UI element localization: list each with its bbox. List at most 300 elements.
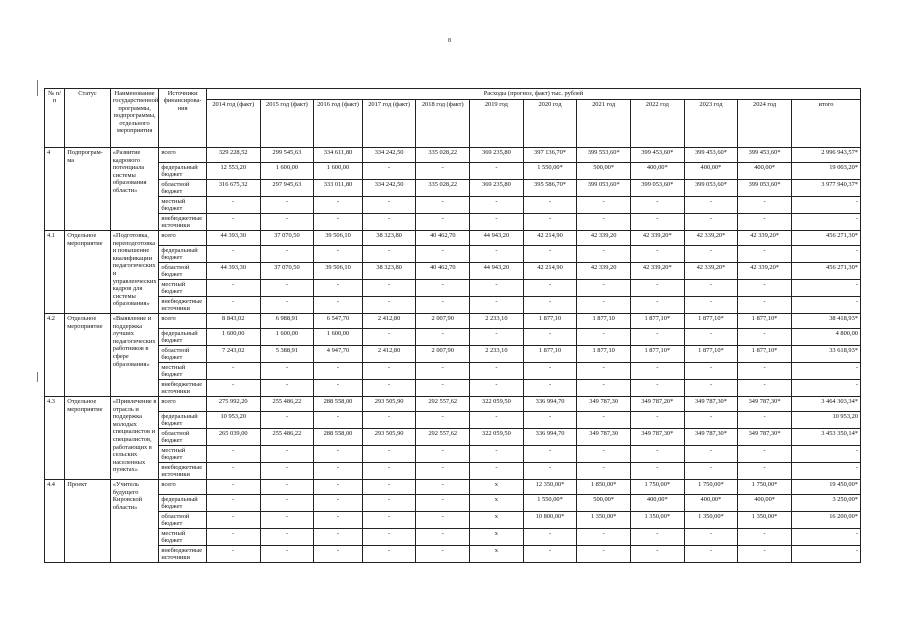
value-cell: - bbox=[260, 446, 314, 463]
table-row bbox=[45, 546, 861, 563]
value-cell: 1 877,10* bbox=[684, 314, 738, 329]
row-number: 4 bbox=[45, 148, 65, 231]
value-cell: - bbox=[630, 546, 684, 563]
value-cell: - bbox=[362, 529, 416, 546]
total-cell: 19 003,20* bbox=[791, 163, 860, 180]
value-cell: 39 506,10 bbox=[314, 231, 363, 246]
table-row bbox=[45, 280, 861, 297]
value-cell: 399 453,60* bbox=[630, 148, 684, 163]
value-cell: - bbox=[314, 412, 363, 429]
value-cell: - bbox=[470, 280, 524, 297]
row-status: Отдельное мероприятие bbox=[65, 231, 111, 314]
value-cell: - bbox=[577, 329, 631, 346]
total-cell: 4 800,00 bbox=[791, 329, 860, 346]
value-cell: - bbox=[470, 246, 524, 263]
value-cell: - bbox=[738, 214, 792, 231]
value-cell: - bbox=[523, 463, 577, 480]
row-name: «Подготовка, переподготовка и повышение квалификации педагогических и управленческих кадров для системы образования» bbox=[110, 231, 159, 314]
value-cell: 275 992,20 bbox=[206, 397, 260, 412]
value-cell: - bbox=[314, 380, 363, 397]
value-cell: - bbox=[362, 495, 416, 512]
row-source: федеральный бюджет bbox=[159, 329, 207, 346]
margin-mark bbox=[37, 80, 38, 96]
value-cell: - bbox=[260, 546, 314, 563]
value-cell: 40 462,70 bbox=[416, 231, 470, 246]
value-cell: 38 323,80 bbox=[362, 231, 416, 246]
value-cell: - bbox=[362, 380, 416, 397]
value-cell: - bbox=[470, 412, 524, 429]
total-cell: 16 200,00* bbox=[791, 512, 860, 529]
value-cell: - bbox=[362, 163, 416, 180]
value-cell: - bbox=[684, 280, 738, 297]
value-cell: 400,00* bbox=[738, 495, 792, 512]
value-cell: - bbox=[684, 329, 738, 346]
value-cell: - bbox=[260, 412, 314, 429]
value-cell: - bbox=[738, 329, 792, 346]
margin-mark bbox=[37, 372, 38, 382]
row-source: внебюджетные источники bbox=[159, 380, 207, 397]
value-cell: 334 242,50 bbox=[362, 148, 416, 163]
value-cell: - bbox=[314, 280, 363, 297]
value-cell: 42 339,20* bbox=[738, 263, 792, 280]
value-cell: 399 053,60* bbox=[684, 180, 738, 197]
value-cell: 42 339,20* bbox=[630, 263, 684, 280]
value-cell: - bbox=[362, 246, 416, 263]
table-row bbox=[45, 480, 861, 495]
value-cell: 349 787,30* bbox=[738, 429, 792, 446]
value-cell: - bbox=[684, 412, 738, 429]
table-row bbox=[45, 148, 861, 163]
value-cell: 322 059,50 bbox=[470, 429, 524, 446]
value-cell: 500,00* bbox=[577, 495, 631, 512]
header-year: 2024 год bbox=[738, 100, 792, 148]
value-cell: 293 505,90 bbox=[362, 429, 416, 446]
value-cell: 40 462,70 bbox=[416, 263, 470, 280]
value-cell: 5 388,91 bbox=[260, 346, 314, 363]
value-cell: 297 945,63 bbox=[260, 180, 314, 197]
total-cell: - bbox=[791, 197, 860, 214]
row-name: «Развитие кадрового потенциала системы образования области» bbox=[110, 148, 159, 231]
value-cell: 12 350,00* bbox=[523, 480, 577, 495]
total-cell: - bbox=[791, 297, 860, 314]
value-cell: - bbox=[416, 329, 470, 346]
row-source: областной бюджет bbox=[159, 180, 207, 197]
value-cell: 7 243,02 bbox=[206, 346, 260, 363]
value-cell: 1 350,00* bbox=[630, 512, 684, 529]
value-cell: - bbox=[416, 297, 470, 314]
value-cell: - bbox=[470, 463, 524, 480]
value-cell: 349 787,30* bbox=[684, 429, 738, 446]
value-cell: - bbox=[362, 214, 416, 231]
row-source: областной бюджет bbox=[159, 263, 207, 280]
value-cell: 2 412,80 bbox=[362, 314, 416, 329]
value-cell: - bbox=[684, 197, 738, 214]
value-cell: 369 235,80 bbox=[470, 148, 524, 163]
row-source: областной бюджет bbox=[159, 512, 207, 529]
header-year: 2023 год bbox=[684, 100, 738, 148]
header-sources: Источники финансирова-ния bbox=[159, 89, 207, 148]
value-cell: 399 053,60* bbox=[738, 180, 792, 197]
row-number: 4.2 bbox=[45, 314, 65, 397]
value-cell: - bbox=[416, 197, 470, 214]
value-cell: 1 850,00* bbox=[577, 480, 631, 495]
table-row bbox=[45, 214, 861, 231]
value-cell: 37 070,50 bbox=[260, 263, 314, 280]
row-number: 4.3 bbox=[45, 397, 65, 480]
value-cell: 2 412,80 bbox=[362, 346, 416, 363]
value-cell: - bbox=[630, 214, 684, 231]
value-cell: - bbox=[523, 246, 577, 263]
value-cell: - bbox=[684, 297, 738, 314]
value-cell: - bbox=[630, 197, 684, 214]
value-cell: 349 787,30 bbox=[577, 429, 631, 446]
value-cell: - bbox=[523, 446, 577, 463]
value-cell: 349 787,30 bbox=[577, 397, 631, 412]
header-year: 2014 год (факт) bbox=[206, 100, 260, 148]
value-cell: - bbox=[206, 197, 260, 214]
value-cell: - bbox=[470, 163, 524, 180]
value-cell: - bbox=[684, 363, 738, 380]
total-cell: 19 450,00* bbox=[791, 480, 860, 495]
total-cell: 10 953,20 bbox=[791, 412, 860, 429]
value-cell: 334 611,80 bbox=[314, 148, 363, 163]
row-source: федеральный бюджет bbox=[159, 495, 207, 512]
header-status: Статус bbox=[65, 89, 111, 148]
value-cell: 42 214,90 bbox=[523, 263, 577, 280]
table-row bbox=[45, 163, 861, 180]
row-source: областной бюджет bbox=[159, 429, 207, 446]
budget-table bbox=[44, 88, 861, 563]
value-cell: - bbox=[416, 163, 470, 180]
value-cell: - bbox=[416, 495, 470, 512]
value-cell: 1 600,00 bbox=[314, 163, 363, 180]
row-source: внебюджетные источники bbox=[159, 463, 207, 480]
value-cell: - bbox=[684, 529, 738, 546]
table-row bbox=[45, 529, 861, 546]
value-cell: - bbox=[206, 463, 260, 480]
value-cell: 1 600,00 bbox=[260, 329, 314, 346]
value-cell: 1 877,10 bbox=[577, 346, 631, 363]
value-cell: - bbox=[314, 529, 363, 546]
value-cell: - bbox=[523, 380, 577, 397]
value-cell: - bbox=[577, 463, 631, 480]
value-cell: - bbox=[577, 280, 631, 297]
value-cell: 334 242,50 bbox=[362, 180, 416, 197]
value-cell: 255 486,22 bbox=[260, 429, 314, 446]
value-cell: - bbox=[416, 380, 470, 397]
value-cell: - bbox=[470, 197, 524, 214]
value-cell: 336 994,70 bbox=[523, 397, 577, 412]
total-cell: - bbox=[791, 280, 860, 297]
value-cell: - bbox=[206, 446, 260, 463]
value-cell: - bbox=[416, 412, 470, 429]
row-status: Отдельное мероприятие bbox=[65, 314, 111, 397]
table-row bbox=[45, 446, 861, 463]
total-cell: 3 977 940,37* bbox=[791, 180, 860, 197]
value-cell: - bbox=[577, 446, 631, 463]
value-cell: 1 600,00 bbox=[260, 163, 314, 180]
value-cell: 42 339,20* bbox=[684, 231, 738, 246]
total-cell: 33 618,93* bbox=[791, 346, 860, 363]
value-cell: 265 039,00 bbox=[206, 429, 260, 446]
value-cell: - bbox=[314, 495, 363, 512]
value-cell: - bbox=[416, 363, 470, 380]
value-cell: - bbox=[577, 363, 631, 380]
value-cell: - bbox=[738, 529, 792, 546]
value-cell: 335 028,22 bbox=[416, 180, 470, 197]
value-cell: 500,00* bbox=[577, 163, 631, 180]
value-cell: - bbox=[314, 512, 363, 529]
value-cell: - bbox=[738, 380, 792, 397]
value-cell: 1 877,10* bbox=[630, 314, 684, 329]
value-cell: - bbox=[362, 329, 416, 346]
value-cell: 44 393,30 bbox=[206, 263, 260, 280]
table-row bbox=[45, 412, 861, 429]
value-cell: - bbox=[260, 297, 314, 314]
value-cell: 400,00* bbox=[630, 163, 684, 180]
value-cell: - bbox=[260, 512, 314, 529]
value-cell: 400,00* bbox=[684, 163, 738, 180]
value-cell: 397 136,70* bbox=[523, 148, 577, 163]
value-cell: 1 877,10 bbox=[523, 346, 577, 363]
table-row bbox=[45, 314, 861, 329]
value-cell: 333 011,80 bbox=[314, 180, 363, 197]
table-row bbox=[45, 397, 861, 412]
total-cell: - bbox=[791, 380, 860, 397]
row-source: всего bbox=[159, 397, 207, 412]
value-cell: 42 214,90 bbox=[523, 231, 577, 246]
value-cell: 288 558,00 bbox=[314, 429, 363, 446]
total-cell: - bbox=[791, 463, 860, 480]
value-cell: х bbox=[470, 512, 524, 529]
value-cell: 293 505,90 bbox=[362, 397, 416, 412]
value-cell: 2 007,90 bbox=[416, 346, 470, 363]
header-year: 2018 год (факт) bbox=[416, 100, 470, 148]
value-cell: х bbox=[470, 529, 524, 546]
value-cell: 1 550,00* bbox=[523, 163, 577, 180]
value-cell: 44 393,30 bbox=[206, 231, 260, 246]
table-row bbox=[45, 495, 861, 512]
value-cell: - bbox=[362, 463, 416, 480]
value-cell: - bbox=[523, 412, 577, 429]
value-cell: 42 339,20* bbox=[684, 263, 738, 280]
value-cell: 399 053,60* bbox=[577, 180, 631, 197]
value-cell: 8 843,02 bbox=[206, 314, 260, 329]
value-cell: 1 877,10 bbox=[523, 314, 577, 329]
row-source: местный бюджет bbox=[159, 446, 207, 463]
header-num: № п/п bbox=[45, 89, 65, 148]
value-cell: 322 059,50 bbox=[470, 397, 524, 412]
value-cell: 2 233,10 bbox=[470, 314, 524, 329]
value-cell: - bbox=[362, 412, 416, 429]
page-number: 8 bbox=[448, 38, 451, 44]
row-source: всего bbox=[159, 480, 207, 495]
header-name: Наименование государственной программы, подпрограммы, отдельного мероприятия bbox=[110, 89, 159, 148]
value-cell: 349 787,30* bbox=[630, 429, 684, 446]
row-status: Подпрограм-ма bbox=[65, 148, 111, 231]
value-cell: 316 675,32 bbox=[206, 180, 260, 197]
value-cell: 288 558,00 bbox=[314, 397, 363, 412]
table-row bbox=[45, 512, 861, 529]
row-source: всего bbox=[159, 314, 207, 329]
value-cell: - bbox=[260, 363, 314, 380]
value-cell: - bbox=[577, 529, 631, 546]
value-cell: 44 943,20 bbox=[470, 231, 524, 246]
value-cell: - bbox=[630, 329, 684, 346]
header-year: 2015 год (факт) bbox=[260, 100, 314, 148]
value-cell: - bbox=[738, 546, 792, 563]
value-cell: 6 547,70 bbox=[314, 314, 363, 329]
value-cell: 10 800,00* bbox=[523, 512, 577, 529]
value-cell: - bbox=[523, 197, 577, 214]
row-source: местный бюджет bbox=[159, 529, 207, 546]
value-cell: - bbox=[684, 463, 738, 480]
value-cell: - bbox=[362, 512, 416, 529]
value-cell: - bbox=[206, 380, 260, 397]
value-cell: 400,00* bbox=[630, 495, 684, 512]
value-cell: - bbox=[630, 446, 684, 463]
value-cell: 1 750,00* bbox=[630, 480, 684, 495]
table-row bbox=[45, 297, 861, 314]
table-row bbox=[45, 263, 861, 280]
value-cell: - bbox=[523, 297, 577, 314]
value-cell: - bbox=[260, 463, 314, 480]
value-cell: 399 053,60* bbox=[630, 180, 684, 197]
value-cell: 292 557,62 bbox=[416, 429, 470, 446]
row-source: внебюджетные источники bbox=[159, 297, 207, 314]
value-cell: - bbox=[630, 297, 684, 314]
value-cell: - bbox=[630, 412, 684, 429]
value-cell: 6 988,91 bbox=[260, 314, 314, 329]
row-source: местный бюджет bbox=[159, 280, 207, 297]
value-cell: - bbox=[260, 214, 314, 231]
value-cell: 1 877,10 bbox=[577, 314, 631, 329]
value-cell: - bbox=[314, 480, 363, 495]
row-status: Проект bbox=[65, 480, 111, 563]
value-cell: х bbox=[470, 546, 524, 563]
value-cell: - bbox=[416, 529, 470, 546]
value-cell: - bbox=[314, 363, 363, 380]
value-cell: 399 453,60* bbox=[738, 148, 792, 163]
value-cell: 399 553,60* bbox=[577, 148, 631, 163]
row-number: 4.4 bbox=[45, 480, 65, 563]
value-cell: 400,00* bbox=[684, 495, 738, 512]
value-cell: - bbox=[630, 463, 684, 480]
value-cell: - bbox=[416, 512, 470, 529]
table-row bbox=[45, 329, 861, 346]
value-cell: - bbox=[684, 446, 738, 463]
value-cell: - bbox=[416, 246, 470, 263]
value-cell: х bbox=[470, 495, 524, 512]
total-cell: - bbox=[791, 214, 860, 231]
row-name: «Привлечение в отрасль и поддержка молодых специалистов и специалистов, работающих в сельских населенных пунктах» bbox=[110, 397, 159, 480]
value-cell: 1 550,00* bbox=[523, 495, 577, 512]
value-cell: 10 953,20 bbox=[206, 412, 260, 429]
row-name: «Выявление и поддержка лучших педагогических работников в сфере образования» bbox=[110, 314, 159, 397]
value-cell: 39 506,10 bbox=[314, 263, 363, 280]
value-cell: - bbox=[523, 529, 577, 546]
value-cell: 335 028,22 bbox=[416, 148, 470, 163]
value-cell: - bbox=[738, 197, 792, 214]
value-cell: - bbox=[738, 463, 792, 480]
value-cell: - bbox=[523, 214, 577, 231]
value-cell: - bbox=[738, 412, 792, 429]
value-cell: 255 486,22 bbox=[260, 397, 314, 412]
value-cell: 400,00* bbox=[738, 163, 792, 180]
row-source: федеральный бюджет bbox=[159, 412, 207, 429]
value-cell: - bbox=[738, 446, 792, 463]
total-cell: 3 250,00* bbox=[791, 495, 860, 512]
value-cell: - bbox=[314, 546, 363, 563]
value-cell: 4 947,70 bbox=[314, 346, 363, 363]
value-cell: - bbox=[362, 546, 416, 563]
header-year: 2016 год (факт) bbox=[314, 100, 363, 148]
value-cell: 1 877,10* bbox=[738, 314, 792, 329]
table-row bbox=[45, 246, 861, 263]
value-cell: - bbox=[630, 246, 684, 263]
value-cell: - bbox=[630, 280, 684, 297]
value-cell: 44 943,20 bbox=[470, 263, 524, 280]
row-source: всего bbox=[159, 148, 207, 163]
value-cell: 349 787,30* bbox=[684, 397, 738, 412]
total-cell: 38 418,93* bbox=[791, 314, 860, 329]
value-cell: - bbox=[260, 480, 314, 495]
total-cell: 456 271,30* bbox=[791, 231, 860, 246]
value-cell: 2 007,90 bbox=[416, 314, 470, 329]
value-cell: - bbox=[260, 380, 314, 397]
row-source: всего bbox=[159, 231, 207, 246]
value-cell: - bbox=[738, 363, 792, 380]
row-source: внебюджетные источники bbox=[159, 546, 207, 563]
table-row bbox=[45, 346, 861, 363]
value-cell: - bbox=[362, 480, 416, 495]
value-cell: - bbox=[314, 214, 363, 231]
header-total: итого bbox=[791, 100, 860, 148]
value-cell: - bbox=[523, 363, 577, 380]
value-cell: - bbox=[630, 529, 684, 546]
value-cell: - bbox=[260, 495, 314, 512]
value-cell: - bbox=[684, 214, 738, 231]
header-year: 2022 год bbox=[630, 100, 684, 148]
value-cell: - bbox=[362, 363, 416, 380]
value-cell: 1 750,00* bbox=[738, 480, 792, 495]
header-year: 2021 год bbox=[577, 100, 631, 148]
value-cell: - bbox=[416, 280, 470, 297]
value-cell: - bbox=[260, 197, 314, 214]
header-row-top bbox=[45, 89, 861, 100]
value-cell: 349 787,20* bbox=[630, 397, 684, 412]
value-cell: 42 339,20* bbox=[738, 231, 792, 246]
value-cell: - bbox=[416, 546, 470, 563]
value-cell: - bbox=[684, 546, 738, 563]
value-cell: 1 350,00* bbox=[684, 512, 738, 529]
row-source: федеральный бюджет bbox=[159, 246, 207, 263]
row-status: Отдельное мероприятие bbox=[65, 397, 111, 480]
total-cell: - bbox=[791, 363, 860, 380]
value-cell: - bbox=[416, 214, 470, 231]
value-cell: 1 600,00 bbox=[206, 329, 260, 346]
value-cell: - bbox=[206, 280, 260, 297]
value-cell: - bbox=[362, 297, 416, 314]
value-cell: - bbox=[206, 297, 260, 314]
value-cell: - bbox=[362, 280, 416, 297]
table-row bbox=[45, 231, 861, 246]
total-cell: - bbox=[791, 446, 860, 463]
value-cell: - bbox=[314, 463, 363, 480]
value-cell: - bbox=[577, 546, 631, 563]
total-cell: 456 271,30* bbox=[791, 263, 860, 280]
value-cell: - bbox=[206, 529, 260, 546]
